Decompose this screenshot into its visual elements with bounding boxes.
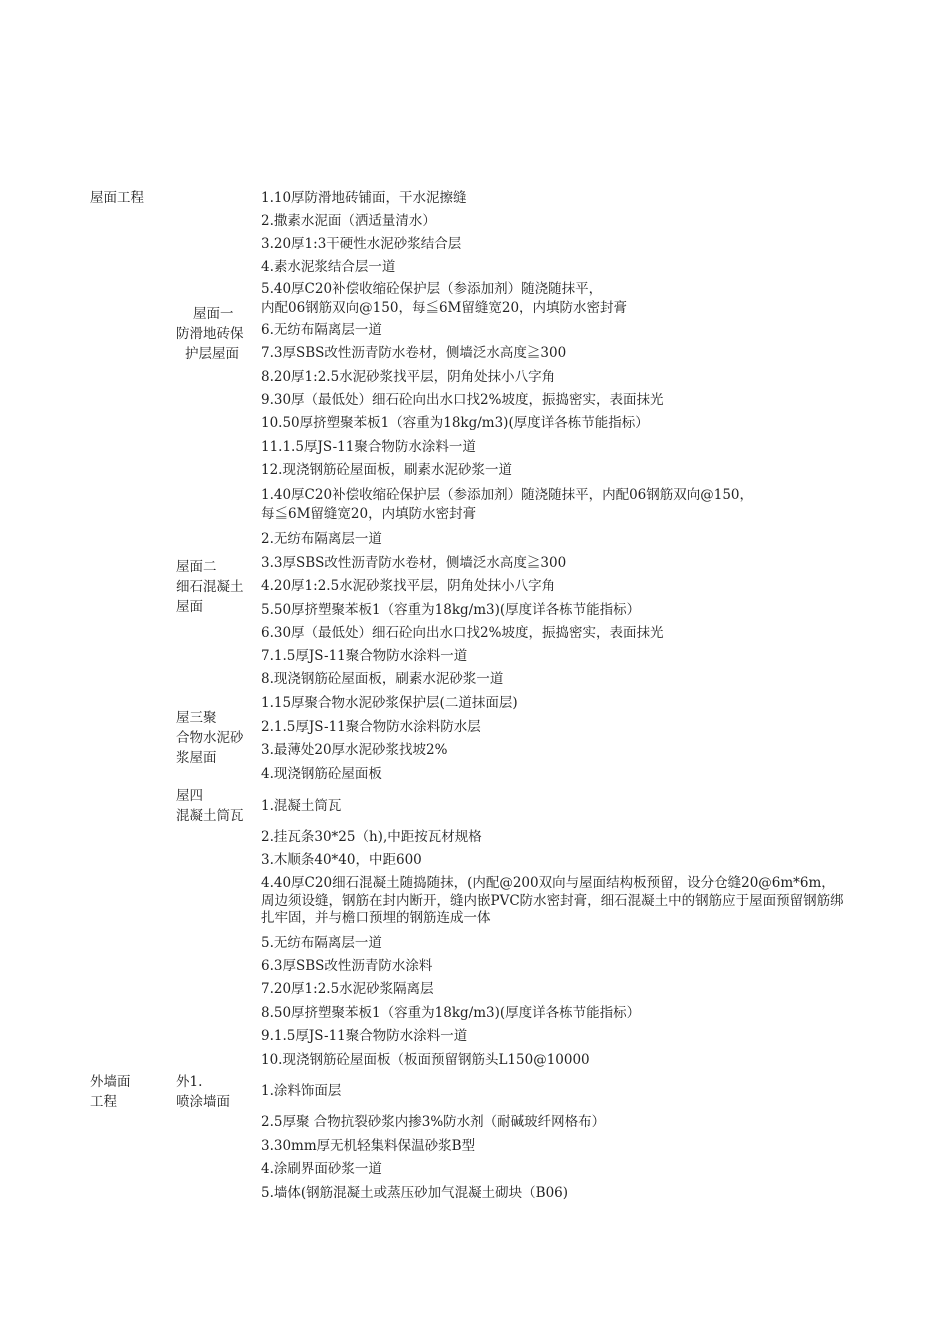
list-item: 内配06钢筋双向@150，每≦6M留缝宽20，内填防水密封膏 <box>261 300 628 316</box>
list-item: 4.40厚C20细石混凝土随捣随抹，(内配@200双向与屋面结构板预留，设分仓缝20@6m*6m，周边须设缝，钢筋在封内断开，缝内嵌PVC防水密封膏，细石混凝土中的钢筋应于屋面预留钢筋绑扎牢固，并与檐口预埋的钢筋连成一体 <box>261 875 844 926</box>
category-wall: 工程 <box>90 1094 117 1110</box>
list-item: 1.涂料饰面层 <box>261 1083 342 1099</box>
subsection-title: 混凝土筒瓦 <box>176 808 244 824</box>
list-item: 3.3厚SBS改性沥青防水卷材，侧墙泛水高度≧300 <box>261 555 567 571</box>
subsection-title: 细石混凝土 <box>176 579 244 595</box>
list-item: 2.挂瓦条30*25（h),中距按瓦材规格 <box>261 829 482 845</box>
list-item: 3.最薄处20厚水泥砂浆找坡2% <box>261 742 448 758</box>
subsection-title: 浆屋面 <box>176 750 217 766</box>
list-item: 1.15厚聚合物水泥砂浆保护层(二道抹面层) <box>261 695 518 711</box>
list-item: 2.1.5厚JS-11聚合物防水涂料防水层 <box>261 719 481 735</box>
list-item: 1.混凝土筒瓦 <box>261 798 342 814</box>
list-item: 3.20厚1:3干硬性水泥砂浆结合层 <box>261 236 462 252</box>
list-item: 5.50厚挤塑聚苯板1（容重为18kg/m3)(厚度详各栋节能指标） <box>261 602 641 618</box>
list-item: 4.涂刷界面砂浆一道 <box>261 1161 382 1177</box>
subsection-title: 合物水泥砂 <box>176 730 244 746</box>
list-item: 4.素水泥浆结合层一道 <box>261 259 396 275</box>
subsection-title: 屋面二 <box>176 559 217 575</box>
list-item: 6.3厚SBS改性沥青防水涂料 <box>261 958 433 974</box>
subsection-title: 屋面 <box>176 599 203 615</box>
subsection-title: 外1. <box>176 1074 203 1090</box>
list-item: 3.30mm厚无机轻集料保温砂浆B型 <box>261 1138 476 1154</box>
category-roof: 屋面工程 <box>90 190 144 206</box>
list-item: 2.撒素水泥面（洒适量清水） <box>261 213 436 229</box>
list-item: 8.20厚1:2.5水泥砂浆找平层，阴角处抹小八字角 <box>261 369 556 385</box>
list-item: 11.1.5厚JS-11聚合物防水涂料一道 <box>261 439 476 455</box>
list-item: 9.1.5厚JS-11聚合物防水涂料一道 <box>261 1028 468 1044</box>
category-wall: 外墙面 <box>90 1074 131 1090</box>
subsection-title: 屋面一 <box>193 306 234 322</box>
list-item: 2.无纺布隔离层一道 <box>261 531 382 547</box>
list-item: 12.现浇钢筋砼屋面板，刷素水泥砂浆一道 <box>261 462 512 478</box>
list-item: 4.现浇钢筋砼屋面板 <box>261 766 382 782</box>
list-item: 3.木顺条40*40，中距600 <box>261 852 422 868</box>
list-item: 8.现浇钢筋砼屋面板，刷素水泥砂浆一道 <box>261 671 504 687</box>
subsection-title: 屋三聚 <box>176 710 217 726</box>
list-item: 10.50厚挤塑聚苯板1（容重为18kg/m3)(厚度详各栋节能指标） <box>261 415 649 431</box>
list-item: 7.20厚1:2.5水泥砂浆隔离层 <box>261 981 434 997</box>
list-item: 10.现浇钢筋砼屋面板（板面预留钢筋头L150@10000 <box>261 1052 590 1068</box>
list-item: 2.5厚聚 合物抗裂砂浆内掺3%防水剂（耐碱玻纤网格布） <box>261 1114 606 1130</box>
list-item: 1.10厚防滑地砖铺面，干水泥擦缝 <box>261 190 467 206</box>
list-item: 1.40厚C20补偿收缩砼保护层（参添加剂）随浇随抹平，内配06钢筋双向@150， <box>261 487 754 503</box>
list-item: 每≦6M留缝宽20，内填防水密封膏 <box>261 506 477 522</box>
subsection-title: 喷涂墙面 <box>176 1094 230 1110</box>
subsection-title: 防滑地砖保 <box>176 326 244 342</box>
list-item: 9.30厚（最低处）细石砼向出水口找2%坡度，振捣密实，表面抹光 <box>261 392 664 408</box>
list-item: 5.无纺布隔离层一道 <box>261 935 382 951</box>
list-item: 7.1.5厚JS-11聚合物防水涂料一道 <box>261 648 468 664</box>
list-item: 6.无纺布隔离层一道 <box>261 322 382 338</box>
subsection-title: 屋四 <box>176 788 203 804</box>
list-item: 6.30厚（最低处）细石砼向出水口找2%坡度，振捣密实，表面抹光 <box>261 625 664 641</box>
list-item: 5.墙体(钢筋混凝土或蒸压砂加气混凝土砌块（B06) <box>261 1185 569 1201</box>
list-item: 8.50厚挤塑聚苯板1（容重为18kg/m3)(厚度详各栋节能指标） <box>261 1005 641 1021</box>
list-item: 4.20厚1:2.5水泥砂浆找平层，阴角处抹小八字角 <box>261 578 556 594</box>
list-item: 7.3厚SBS改性沥青防水卷材，侧墙泛水高度≧300 <box>261 345 567 361</box>
subsection-title: 护层屋面 <box>185 346 239 362</box>
list-item: 5.40厚C20补偿收缩砼保护层（参添加剂）随浇随抹平， <box>261 281 603 297</box>
